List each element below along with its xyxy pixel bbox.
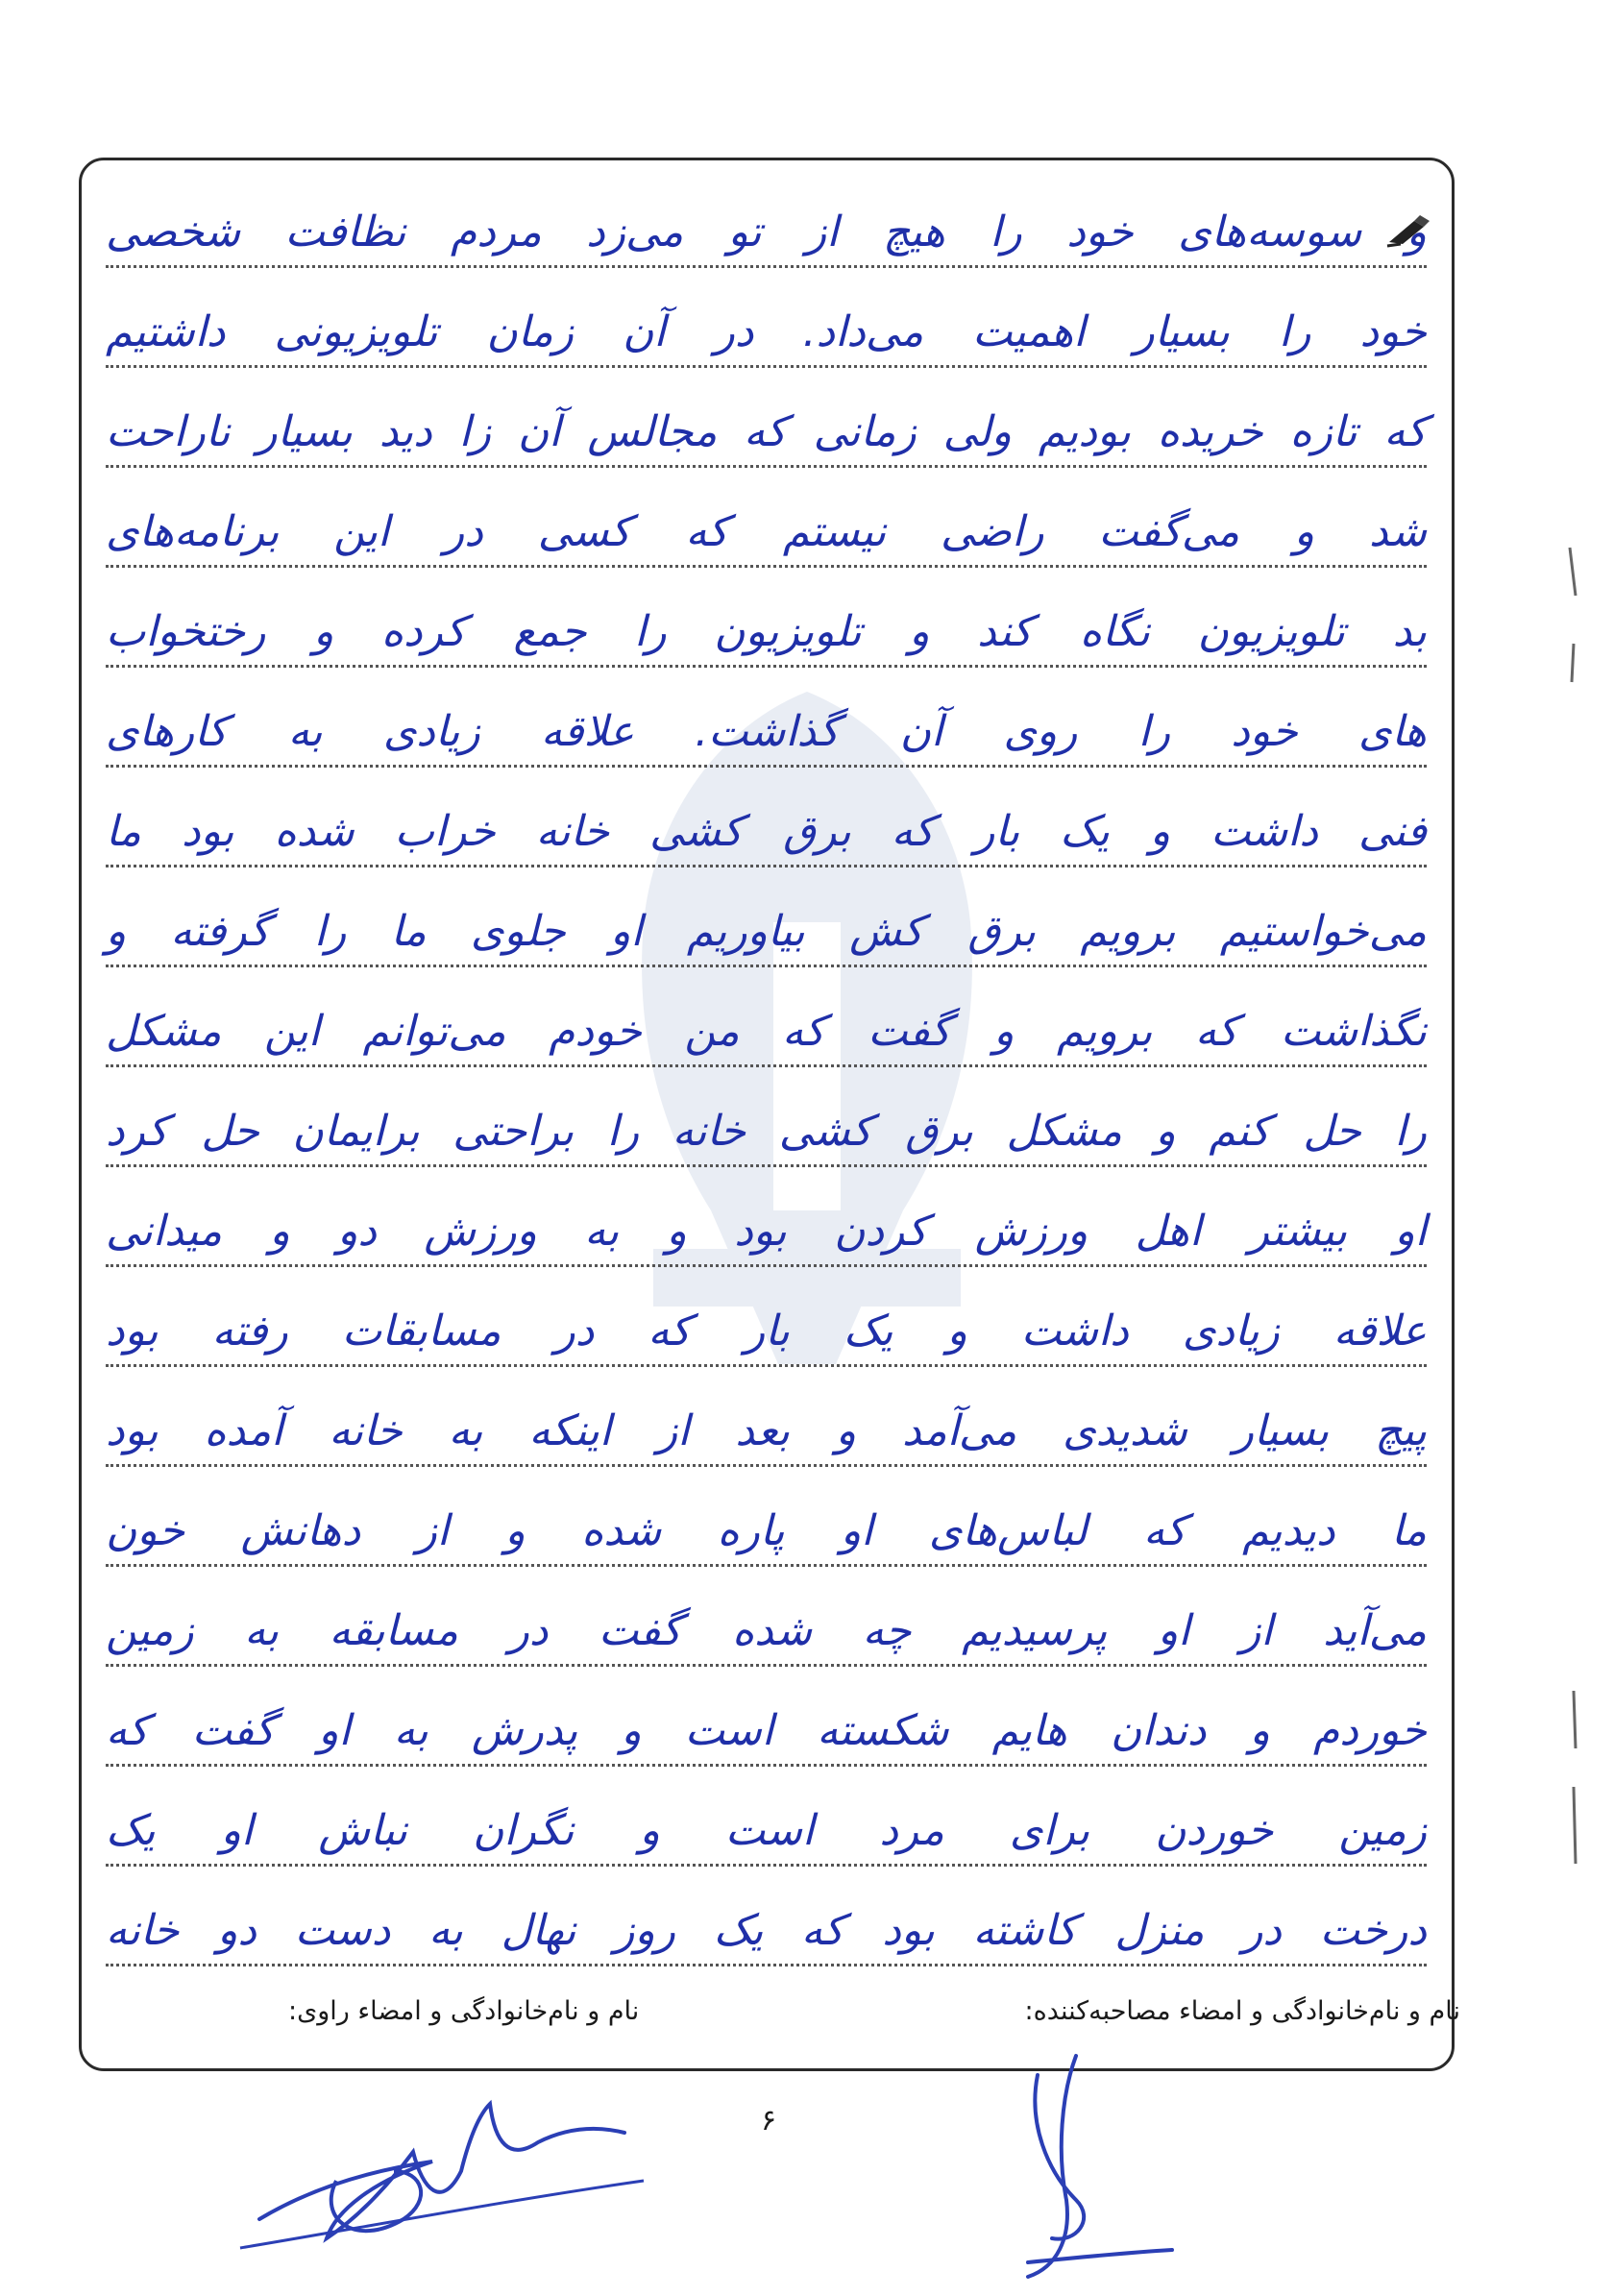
interviewer-signature <box>970 2037 1191 2296</box>
ruled-line <box>106 365 1427 368</box>
handwritten-line: نگذاشت که برویم و گفت که من خودم می‌توانم این مشکل <box>106 1007 1427 1056</box>
binding-mark-bottom <box>1564 1681 1583 1873</box>
ruled-line <box>106 1164 1427 1167</box>
ruled-line <box>106 1964 1427 1966</box>
handwritten-line: که تازه خریده بودیم ولی زمانی که مجالس آن زا دید بسیار ناراحت <box>106 407 1427 456</box>
handwritten-line: های خود را روی آن گذاشت. علاقه زیادی به کارهای <box>106 707 1427 756</box>
ruled-line <box>106 765 1427 768</box>
handwritten-line: ما دیدیم که لباس‌های او پاره شده و از دهانش خون <box>106 1506 1427 1555</box>
ruled-line <box>106 265 1427 268</box>
handwritten-line: را حل کنم و مشکل برق کشی خانه را براحتی برایمان حل کرد <box>106 1107 1427 1156</box>
ruled-line <box>106 965 1427 967</box>
ruled-line <box>106 1564 1427 1567</box>
ruled-line <box>106 1664 1427 1667</box>
handwritten-line: خود را بسیار اهمیت می‌داد. در آن زمان تلویزیونی داشتیم <box>106 307 1427 356</box>
handwritten-line: فنی داشت و یک بار که برق کشی خانه خراب شده بود ما <box>106 807 1427 856</box>
ruled-line <box>106 1064 1427 1067</box>
handwritten-line: زمین خوردن برای مرد است و نگران نباش او یک <box>106 1806 1427 1855</box>
ruled-line <box>106 1364 1427 1367</box>
handwritten-line: بد تلویزیون نگاه کند و تلویزیون را جمع کرده و رختخواب <box>106 607 1427 656</box>
handwritten-line: می‌خواستیم برویم برق کش بیاوریم او جلوی ما را گرفته و <box>106 907 1427 956</box>
handwritten-line: درخت در منزل کاشته بود که یک روز نهال به دست دو خانه <box>106 1906 1427 1955</box>
narrator-signature-label: نام و نام‌خانوادگی و امضاء راوی: <box>288 1996 640 2026</box>
ruled-line <box>106 565 1427 568</box>
handwritten-line: خوردم و دندان هایم شکسته است و پدرش به او گفت که <box>106 1706 1427 1755</box>
ruled-line <box>106 1864 1427 1867</box>
binding-mark-top <box>1564 538 1583 692</box>
handwritten-line: پیچ بسیار شدیدی می‌آمد و بعد از اینکه به خانه آمده بود <box>106 1406 1427 1455</box>
ruled-line <box>106 1764 1427 1767</box>
ruled-line <box>106 1464 1427 1467</box>
handwritten-line: او بیشتر اهل ورزش کردن بود و به ورزش دو و میدانی <box>106 1207 1427 1256</box>
handwritten-line: شد و می‌گفت راضی نیستم که کسی در این برنامه‌های <box>106 507 1427 556</box>
interviewer-signature-label: نام و نام‌خانوادگی و امضاء مصاحبه‌کننده: <box>1024 1996 1460 2026</box>
handwritten-line: و سوسه‌های خود را هیچ از تو می‌زد مردم نظافت شخصی <box>106 208 1427 256</box>
handwritten-line: می‌آید از او پرسیدیم چه شده گفت در مسابقه به زمین <box>106 1606 1427 1655</box>
page-number: ۶ <box>760 2104 777 2137</box>
ruled-line <box>106 465 1427 468</box>
ruled-line <box>106 1264 1427 1267</box>
narrator-signature <box>221 2075 663 2258</box>
ruled-line <box>106 865 1427 867</box>
ruled-line <box>106 665 1427 668</box>
handwritten-line: علاقه زیادی داشت و یک بار که در مسابقات رفته بود <box>106 1307 1428 1356</box>
